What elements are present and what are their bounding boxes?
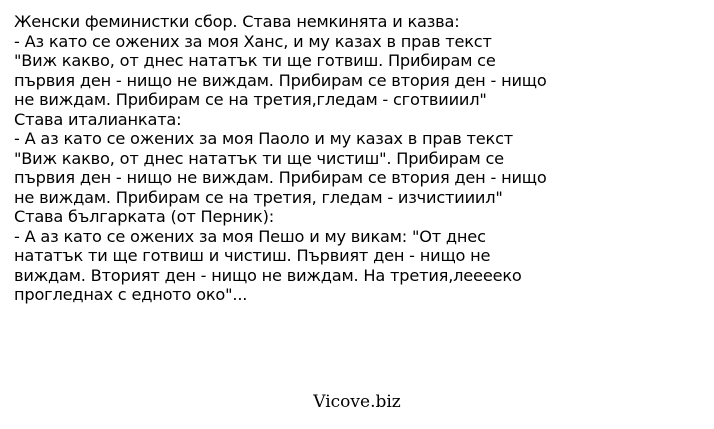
- joke-text: [14, 12, 706, 305]
- joke-line: Женски феминистки сбор. Става немкинята и казва:: [14, 12, 460, 31]
- joke-line: Става българката (от Перник):: [14, 207, 274, 226]
- joke-line: - Аз като се ожених за моя Ханс, и му казах в прав текст: [14, 31, 492, 51]
- joke-line: прогледнах с едното око"...: [14, 285, 248, 304]
- joke-line: "Виж какво, от днес нататък ти ще чистиш". Прибирам се: [14, 148, 504, 168]
- joke-line: - А аз като се ожених за моя Паоло и му казах в прав текст: [14, 129, 513, 148]
- joke-line: не виждам. Прибирам се на третия,гледам - сготвииил": [14, 90, 487, 109]
- joke-line: "Виж какво, от днес нататък ти ще готвиш. Прибирам се: [14, 51, 496, 70]
- joke-line: не виждам. Прибирам се на третия, гледам - изчистииил": [14, 187, 503, 207]
- joke-line: виждам. Вторият ден - нищо не виждам. На третия,леееeко: [14, 265, 522, 285]
- joke-line: - А аз като се ожених за моя Пешо и му викам: "От днес: [14, 226, 486, 246]
- joke-line: първия ден - нищо не виждам. Прибирам се втория ден - нищо: [14, 70, 547, 90]
- site-watermark: Vicove.biz: [313, 392, 401, 412]
- joke-line: Става италианката:: [14, 109, 182, 129]
- joke-line: нататък ти ще готвиш и чистиш. Първият ден - нищо не: [14, 246, 491, 265]
- joke-line: първия ден - нищо не виждам. Прибирам се втория ден - нищо: [14, 168, 547, 187]
